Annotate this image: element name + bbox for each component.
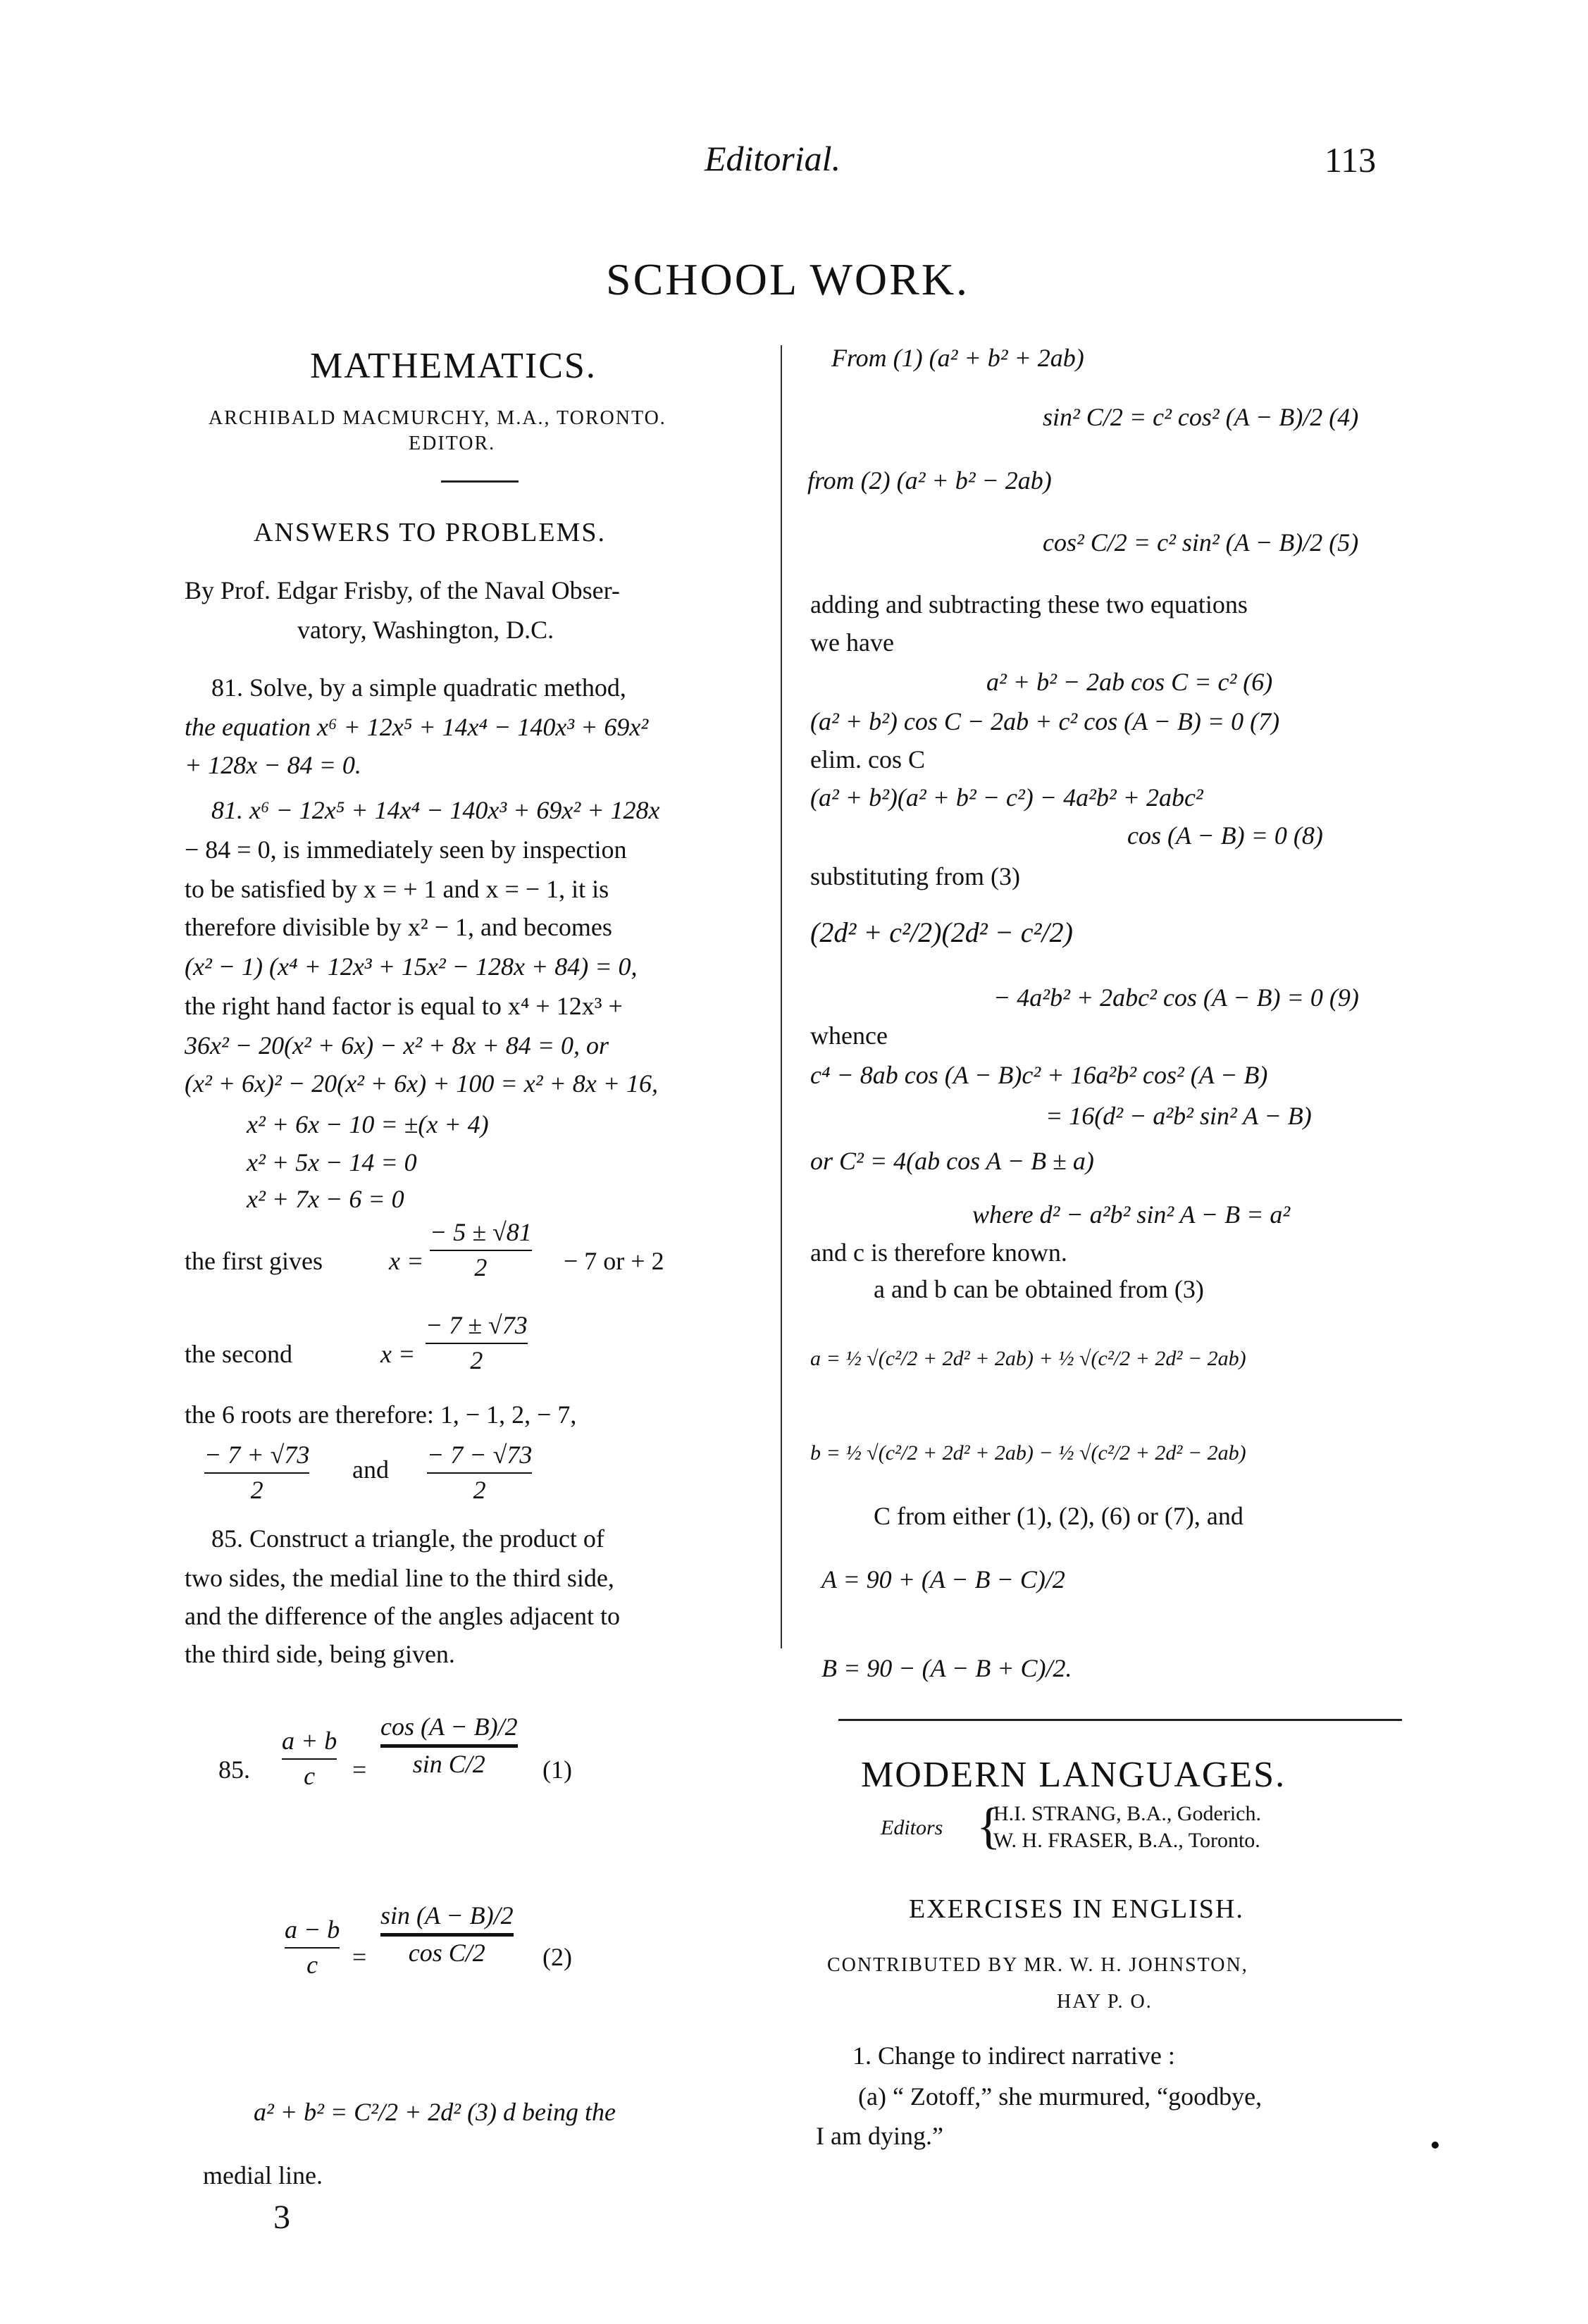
eq1-lhs [282, 1727, 337, 1790]
exercise-line: I am dying.” [816, 2122, 943, 2150]
derivation-line: − 4a²b² + 2abc² cos (A − B) = 0 (9) [993, 983, 1359, 1012]
roots-line: the 6 roots are therefore: 1, − 1, 2, − 7, [185, 1400, 577, 1429]
section-title: SCHOOL WORK. [606, 254, 970, 304]
solution-81-line: 81. x⁶ − 12x⁵ + 14x⁴ − 140x³ + 69x² + 128x [211, 796, 660, 824]
numerator: − 7 + √73 [204, 1441, 310, 1469]
problem-81-line: + 128x − 84 = 0. [185, 751, 361, 779]
derivation-line: cos (A − B) = 0 (8) [1127, 821, 1323, 850]
derivation-line: and c is therefore known. [810, 1238, 1067, 1267]
root-b-fraction [427, 1441, 532, 1504]
problem-81-line: 81. Solve, by a simple quadratic method, [211, 673, 626, 702]
section-rule [838, 1719, 1402, 1721]
denominator: c [306, 1950, 318, 1979]
derivation-line: from (2) (a² + b² − 2ab) [807, 466, 1052, 495]
derivation-line: elim. cos C [810, 745, 925, 773]
page-number: 113 [1325, 140, 1377, 180]
denominator: 2 [473, 1475, 486, 1504]
derivation-line: adding and subtracting these two equations [810, 590, 1248, 619]
solution-81-line: − 84 = 0, is immediately seen by inspection [185, 835, 627, 864]
eq2-lhs [285, 1916, 340, 1979]
problem-81-line: the equation x⁶ + 12x⁵ + 14x⁴ − 140x³ + 69x² [185, 713, 649, 741]
problem-85-line: and the difference of the angles adjacent to [185, 1602, 621, 1630]
derivation-line: From (1) (a² + b² + 2ab) [831, 344, 1084, 372]
derivation-line: a and b can be obtained from (3) [874, 1275, 1204, 1303]
problem-85-line: 85. Construct a triangle, the product of [211, 1524, 604, 1553]
solution-81-line: (x² + 6x)² − 20(x² + 6x) + 100 = x² + 8x + 16, [185, 1069, 659, 1098]
first-gives-label: the first gives [185, 1247, 323, 1275]
denominator: sin C/2 [412, 1749, 485, 1778]
denominator: 2 [470, 1346, 483, 1374]
column-divider [781, 345, 782, 1648]
byline: By Prof. Edgar Frisby, of the Naval Obser- [185, 576, 620, 604]
margin-dot [1432, 2142, 1439, 2149]
derivation-line: c⁴ − 8ab cos (A − B)c² + 16a²b² cos² (A − B) [810, 1061, 1268, 1089]
problem-85-line: the third side, being given. [185, 1640, 455, 1668]
derivation-line: a² + b² − 2ab cos C = c² (6) [986, 668, 1273, 696]
equals: = [352, 1943, 367, 1971]
contributor-line: HAY P. O. [1057, 1991, 1153, 2013]
byline-cont: vatory, Washington, D.C. [297, 616, 554, 644]
fraction-bar [204, 1472, 309, 1474]
medial-line-text: medial line. [203, 2161, 323, 2189]
signature-mark: 3 [273, 2199, 290, 2236]
solution-81-line: the right hand factor is equal to x⁴ + 12x³ + [185, 992, 623, 1020]
eq1-rhs [380, 1713, 518, 1778]
equation-line: x² + 7x − 6 = 0 [247, 1185, 404, 1213]
contributor-line: CONTRIBUTED BY MR. W. H. JOHNSTON, [827, 1954, 1248, 1976]
fraction-bar [285, 1947, 340, 1949]
derivation-line: = 16(d² − a²b² sin² A − B) [1046, 1102, 1312, 1130]
denominator: c [304, 1761, 316, 1790]
fraction-bar [380, 1933, 514, 1937]
numerator: cos (A − B)/2 [380, 1713, 518, 1741]
numerator: a − b [285, 1915, 340, 1944]
numerator: − 5 ± √81 [430, 1218, 532, 1246]
equation-number-85: 85. [218, 1756, 250, 1784]
denominator: 2 [474, 1253, 488, 1281]
x-equals: x = [389, 1247, 424, 1275]
editor-line: ARCHIBALD MACMURCHY, M.A., TORONTO. [209, 407, 666, 429]
numerator: a + b [282, 1727, 337, 1755]
derivation-line: cos² C/2 = c² sin² (A − B)/2 (5) [1043, 528, 1359, 557]
derivation-line: whence [810, 1021, 888, 1050]
equation-line: x² + 5x − 14 = 0 [247, 1148, 417, 1176]
editor-name: W. H. FRASER, B.A., Toronto. [993, 1829, 1260, 1852]
fraction-bar [430, 1250, 532, 1251]
eq3-line: a² + b² = C²/2 + 2d² (3) d being the [254, 2098, 616, 2126]
derivation-line: A = 90 + (A − B − C)/2 [821, 1565, 1065, 1593]
denominator: 2 [250, 1475, 263, 1504]
eq2-rhs [380, 1902, 514, 1967]
solution-81-line: to be satisfied by x = + 1 and x = − 1, it is [185, 875, 609, 903]
fraction-bar [282, 1758, 337, 1760]
mathematics-heading: MATHEMATICS. [310, 346, 597, 386]
derivation-line: substituting from (3) [810, 862, 1020, 890]
equation-line: x² + 6x − 10 = ±(x + 4) [247, 1110, 489, 1138]
solution-81-line: therefore divisible by x² − 1, and becomes [185, 913, 612, 941]
fraction-bar [380, 1744, 518, 1748]
short-rule [441, 480, 519, 483]
derivation-line: C from either (1), (2), (6) or (7), and [874, 1502, 1243, 1530]
second-root-fraction [426, 1312, 528, 1374]
exercises-heading: EXERCISES IN ENGLISH. [909, 1894, 1244, 1924]
derivation-line: (a² + b²) cos C − 2ab + c² cos (A − B) = 0 (7) [810, 707, 1280, 735]
derivation-line: (a² + b²)(a² + b² − c²) − 4a²b² + 2abc² [810, 783, 1203, 812]
problem-85-line: two sides, the medial line to the third side, [185, 1564, 614, 1592]
and-word: and [352, 1455, 389, 1484]
equals: = [352, 1756, 367, 1784]
solution-81-line: 36x² − 20(x² + 6x) − x² + 8x + 84 = 0, or [185, 1031, 609, 1060]
numerator: sin (A − B)/2 [380, 1901, 514, 1930]
derivation-line: we have [810, 628, 894, 657]
editor-role: EDITOR. [409, 433, 496, 454]
answers-heading: ANSWERS TO PROBLEMS. [254, 518, 606, 547]
first-root-tail: − 7 or + 2 [564, 1247, 664, 1275]
second-label: the second [185, 1340, 292, 1368]
derivation-line: (2d² + c²/2)(2d² − c²/2) [810, 916, 1073, 948]
derivation-line: where d² − a²b² sin² A − B = a² [972, 1200, 1291, 1229]
brace: { [976, 1798, 1001, 1854]
numerator: − 7 − √73 [427, 1441, 533, 1469]
editor-name: H.I. STRANG, B.A., Goderich. [993, 1802, 1261, 1825]
running-head-title: Editorial. [705, 139, 841, 178]
derivation-line: or C² = 4(ab cos A − B ± a) [810, 1147, 1094, 1175]
derivation-line: sin² C/2 = c² cos² (A − B)/2 (4) [1043, 403, 1359, 431]
equation-tag: (2) [542, 1943, 572, 1971]
root-a-fraction [204, 1441, 309, 1504]
derivation-line: b = ½ √(c²/2 + 2d² + 2ab) − ½ √(c²/2 + 2d² − 2ab) [810, 1441, 1246, 1465]
x-equals: x = [380, 1340, 416, 1368]
exercise-line: (a) “ Zotoff,” she murmured, “goodbye, [858, 2082, 1263, 2111]
fraction-bar [426, 1343, 528, 1344]
editors-label: Editors [881, 1816, 943, 1839]
numerator: − 7 ± √73 [426, 1311, 528, 1339]
exercise-line: 1. Change to indirect narrative : [852, 2042, 1175, 2070]
solution-81-line: (x² − 1) (x⁴ + 12x³ + 15x² − 128x + 84) = 0, [185, 952, 638, 981]
denominator: cos C/2 [408, 1938, 485, 1967]
modern-languages-heading: MODERN LANGUAGES. [861, 1755, 1286, 1795]
derivation-line: B = 90 − (A − B + C)/2. [821, 1654, 1072, 1682]
fraction-bar [427, 1472, 532, 1474]
first-root-fraction [430, 1219, 532, 1281]
derivation-line: a = ½ √(c²/2 + 2d² + 2ab) + ½ √(c²/2 + 2d² − 2ab) [810, 1347, 1246, 1370]
equation-tag: (1) [542, 1756, 572, 1784]
